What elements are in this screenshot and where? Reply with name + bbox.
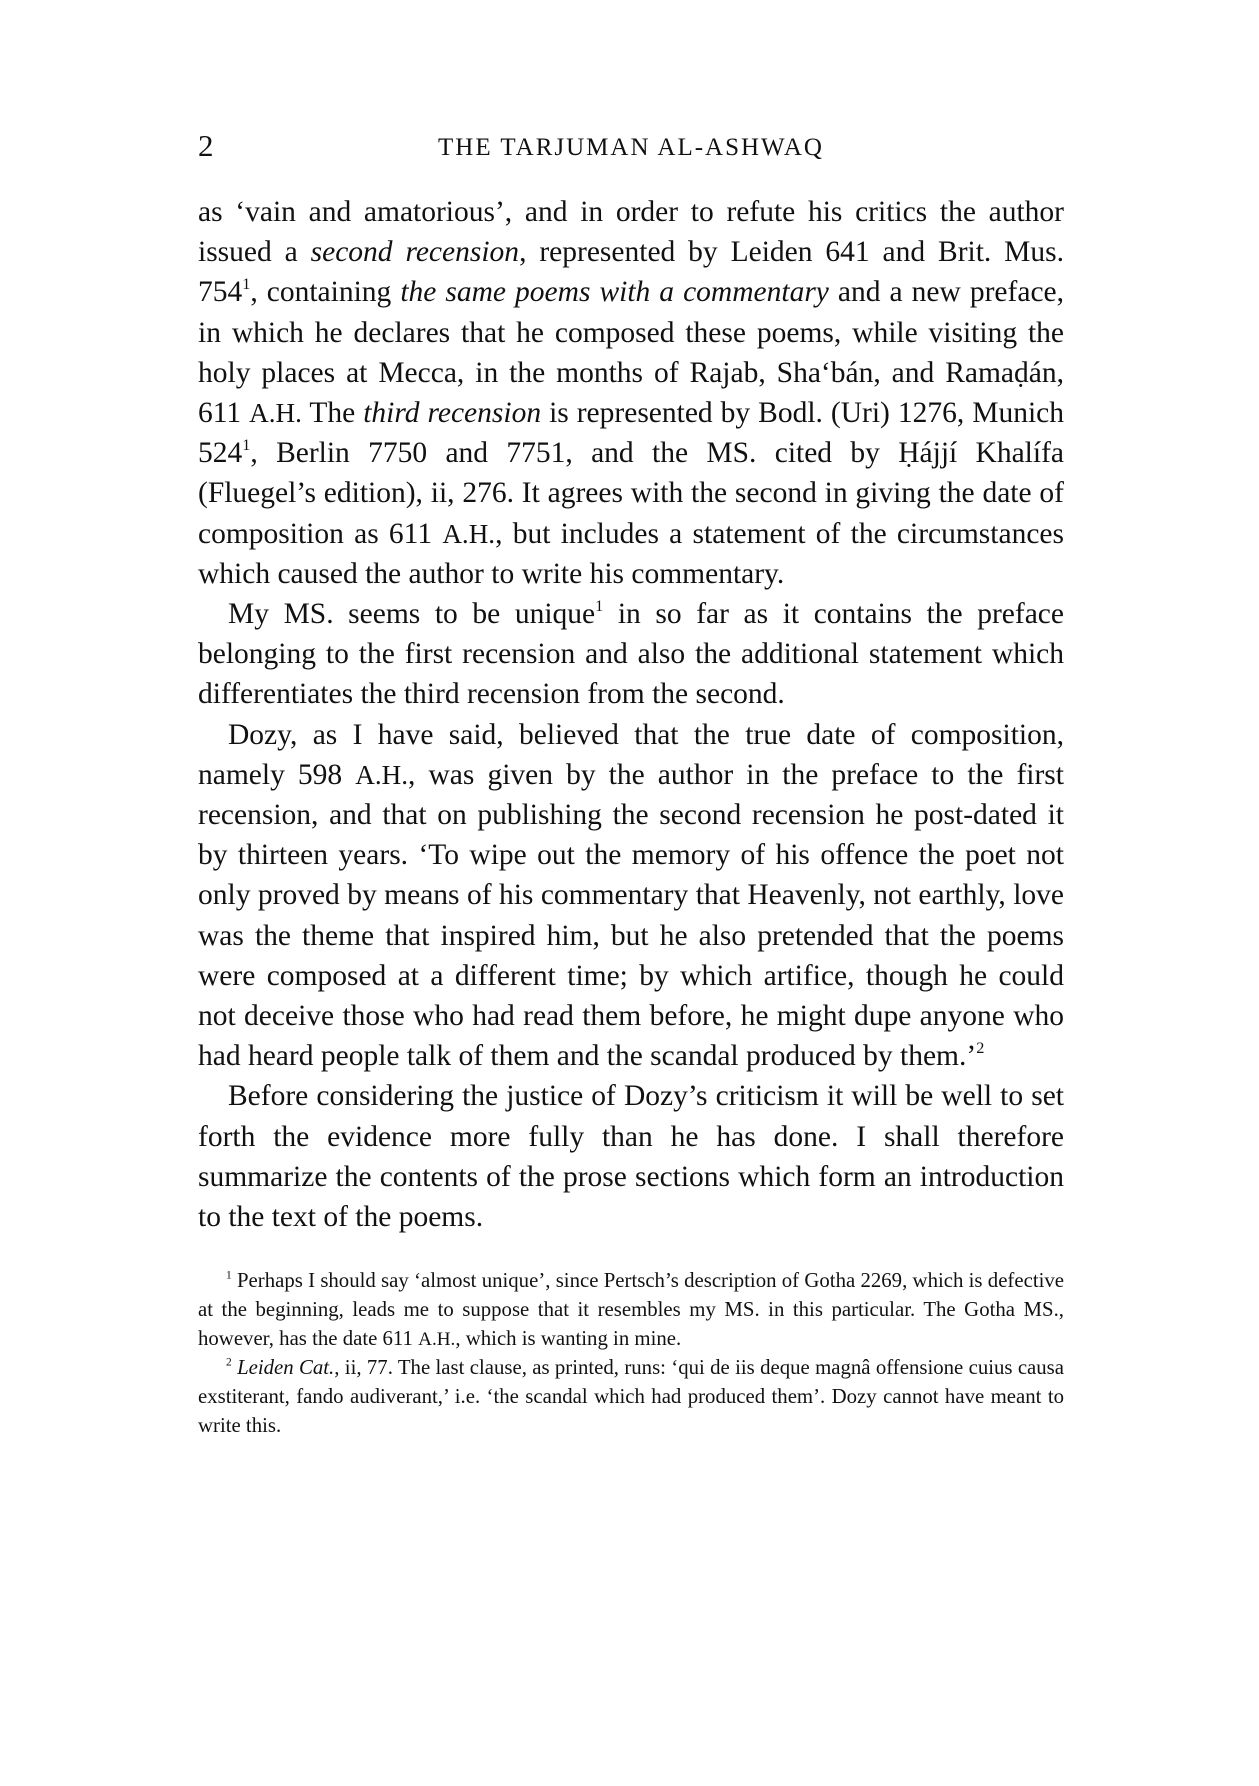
book-page xyxy=(198,128,1064,1441)
footnote-1: $^1$ Perhaps I should say ‘almost unique’, since Pertsch’s description of Gotha 2269, which is defective at the beginning, leads me to suppose that it resembles my MS. in this particular. The Gotha MS., however, has the date 611 A.H., which is wanting in mine. xyxy=(198,1269,1064,1350)
emphasis-third-recension: third recension xyxy=(363,397,542,430)
body-text xyxy=(198,192,1064,1237)
citation-title: Leiden Cat. xyxy=(237,1356,335,1380)
running-title: THE TARJUMAN AL-ASHWAQ xyxy=(438,134,824,161)
footnotes xyxy=(198,1267,1064,1440)
paragraph-evidence: Before considering the justice of Dozy’s criticism it will be well to set forth the evidence more fully than he has done. I shall therefore summarize the contents of the prose sections which form an introduction to the text of the poems. xyxy=(198,1080,1064,1234)
footnote-ref: 1 xyxy=(242,275,251,294)
footnote-ref: 2 xyxy=(976,1039,985,1058)
paragraph-dozy: Dozy, as I have said, believed that the true date of composition, namely 598 A.H., was given by the author in the preface to the first recension, and that on publishing the second recension he post-dated it by thirteen years. ‘To wipe out the memory of his offence the poet not only proved by means of his commentary that Heavenly, not earthly, love was the theme that inspired him, but he also pretended that the poems were composed at a different time; by which artifice, though he could not deceive those who had read them before, he might dupe anyone who had heard people talk of them and the scandal produced by them.’$^2$ xyxy=(198,718,1064,1073)
footnote-2: $^2$ Leiden Cat., ii, 77. The last clause, as printed, runs: ‘qui de iis deque magnâ offensione cuius causa exstiterant, fando audiverant,’ i.e. ‘the scandal which had produced them’. Dozy cannot have meant to write this. xyxy=(198,1356,1065,1437)
footnote-ref: 1 xyxy=(242,436,251,455)
running-head xyxy=(198,128,1064,168)
page-number: 2 xyxy=(198,128,214,163)
footnote-marker: 2 xyxy=(226,1356,232,1369)
era-abbrev: A.H. xyxy=(355,759,409,790)
era-abbrev: A.H. xyxy=(442,518,496,549)
era-abbrev: A.H. xyxy=(418,1328,456,1350)
era-abbrev: A.H. xyxy=(249,398,302,429)
emphasis-second-recension: second recension xyxy=(310,236,520,269)
emphasis-same-poems: the same poems with a commentary xyxy=(400,276,829,309)
paragraph-my-ms: My MS. seems to be unique$^1$ in so far as it contains the preface belonging to the first recension and also the additional statement which differentiates the third recension from the second. xyxy=(198,596,1064,711)
paragraph-continuation: as ‘vain and amatorious’, and in order to refute his critics the author issued a second recension, represented by Leiden 641 and Brit. Mus. $754^1$, containing the same poems with a commentary and a new preface, in which he declares that he composed these poems, while visiting the holy places at Mecca, in the months of Rajab, Sha‘bán, and Ramaḍán, 611 A.H. The third recension is represented by Bodl. (Uri) 1276, Munich $524^1$, Berlin 7750 and 7751, and the MS. cited by Ḥájjí Khalífa (Fluegel’s edition), ii, 276. It agrees with the second in giving the date of composition as 611 A.H., but includes a statement of the circumstances which caused the author to write his commentary. xyxy=(198,196,1065,590)
footnote-marker: 1 xyxy=(226,1269,232,1282)
footnote-ref: 1 xyxy=(595,596,604,615)
